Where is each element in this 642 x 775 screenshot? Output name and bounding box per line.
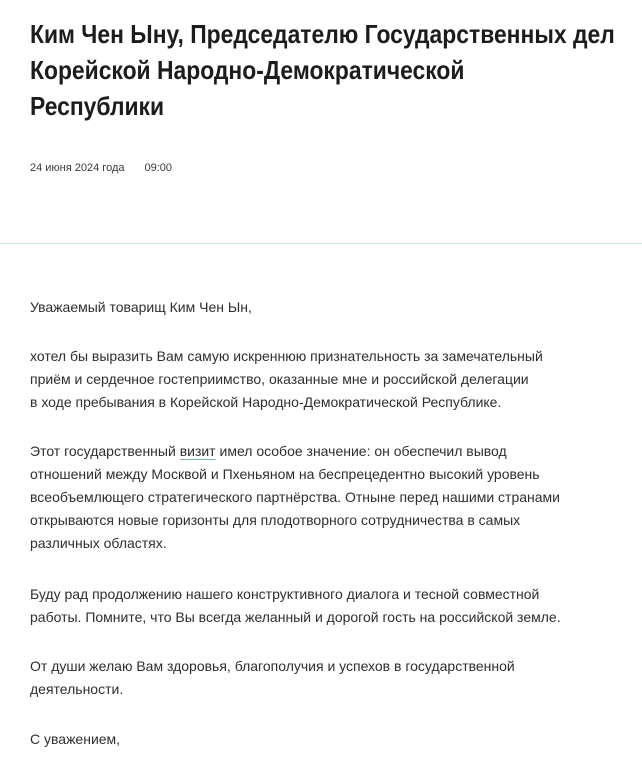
title-line: Корейской Народно-Демократической: [30, 55, 465, 85]
text-line: деятельности.: [30, 681, 124, 697]
text-line: отношений между Москвой и Пхеньяном на беспрецедентно высокий уровень: [30, 466, 540, 482]
publication-meta: [30, 161, 172, 175]
text-fragment: Этот государственный: [30, 443, 180, 459]
text-line: [30, 440, 560, 463]
letter-paragraph-1: [30, 345, 543, 414]
title-line: Республики: [30, 91, 165, 121]
visit-link[interactable]: визит: [179, 443, 216, 459]
text-fragment: имел особое значение: он обеспечил вывод: [215, 443, 507, 459]
text-line: открываются новые горизонты для плодотворного сотрудничества в самых: [30, 512, 521, 528]
text-line: хотел бы выразить Вам самую искреннюю признательность за замечательный: [30, 348, 543, 364]
letter-greeting: Уважаемый товарищ Ким Чен Ын,: [30, 299, 252, 315]
text-line: различных областях.: [30, 535, 167, 551]
text-line: От души желаю Вам здоровья, благополучия и успехов в государственной: [30, 658, 515, 674]
text-line: Буду рад продолжению нашего конструктивного диалога и тесной совместной: [30, 586, 540, 602]
text-line: в ходе пребывания в Корейской Народно-Демократической Республике.: [30, 394, 502, 410]
letter-paragraph-2: [30, 440, 560, 555]
text-line: работы. Помните, что Вы всегда желанный и дорогой гость на российской земле.: [30, 609, 561, 625]
letter-paragraph-3: [30, 583, 561, 629]
letter-closing: С уважением,: [30, 731, 121, 747]
text-line: всеобъемлющего стратегического партнёрства. Отныне перед нашими странами: [30, 489, 560, 505]
publication-time: 09:00: [144, 162, 173, 174]
page-title: [30, 16, 615, 124]
text-line: приём и сердечное гостеприимство, оказанные мне и российской делегации: [30, 371, 529, 387]
title-line: Ким Чен Ыну, Председателю Государственных дел: [30, 19, 615, 49]
article-header: [0, 0, 642, 243]
header-divider: [0, 243, 642, 244]
letter-paragraph-4: [30, 655, 515, 701]
publication-date: 24 июня 2024 года: [30, 162, 125, 174]
